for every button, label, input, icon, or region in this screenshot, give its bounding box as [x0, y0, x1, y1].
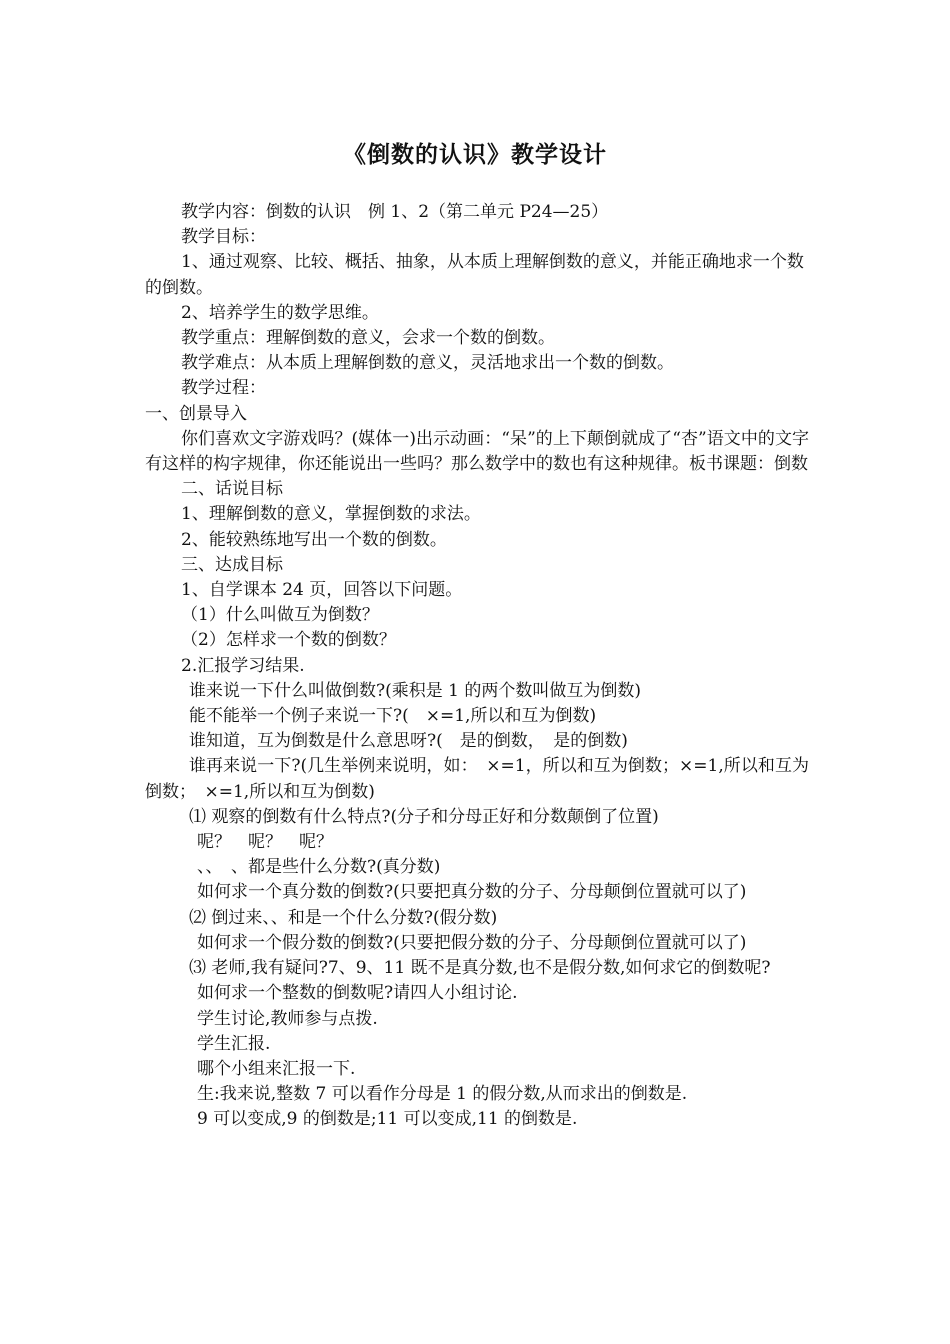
self-study-task: 1、自学课本 24 页，回答以下问题。	[181, 580, 463, 601]
dialog-line: 、、 、都是些什么分数?(真分数)	[197, 857, 441, 878]
document-title: 《倒数的认识》教学设计	[343, 141, 607, 168]
section-1-heading: 一、创景导入	[145, 403, 247, 424]
observation-2: ⑵ 倒过来、、和是一个什么分数?(假分数)	[189, 907, 498, 928]
objective-2: 2、能较熟练地写出一个数的倒数。	[181, 529, 447, 550]
teaching-key-point: 教学重点：理解倒数的意义，会求一个数的倒数。	[181, 328, 555, 349]
dialog-line: 哪个小组来汇报一下.	[197, 1058, 356, 1079]
question-1: （1）什么叫做互为倒数？	[181, 605, 379, 626]
goal-2-paragraph: 2、培养学生的数学思维。	[181, 302, 379, 323]
dialog-paragraph: 如何求一个假分数的倒数?(只要把假分数的分子、分母颠倒位置就可以了)	[197, 932, 747, 953]
teaching-process-heading: 教学过程：	[181, 378, 266, 399]
dialog-line: 能不能举一个例子来说一下?( ×=1,所以和互为倒数)	[189, 706, 597, 727]
dialog-line: 生:我来说,整数 7 可以看作分母是 1 的假分数,从而求出的倒数是.	[197, 1084, 688, 1105]
dialog-line: 如何求一个整数的倒数呢?请四人小组讨论.	[197, 983, 518, 1004]
dialog-line: 学生讨论,教师参与点拨.	[197, 1008, 378, 1029]
dialog-line: 谁来说一下什么叫做倒数?(乘积是 1 的两个数叫做互为倒数)	[189, 680, 642, 701]
goal-1-paragraph: 1、通过观察、比较、概括、抽象，从本质上理解倒数的意义，并能正确地求一个数的倒数。	[145, 252, 804, 298]
teaching-content-line: 教学内容：倒数的认识 例 1、2（第二单元 P24—25）	[181, 202, 609, 222]
document-body	[145, 200, 809, 1133]
dialog-line: 呢？ 呢？ 呢？	[197, 832, 333, 853]
dialog-paragraph: 谁再来说一下?(几生举例来说明，如： ×=1，所以和互为倒数；×=1,所以和互为倒数； ×=1,所以和互为倒数)	[145, 756, 809, 802]
observation-1: ⑴ 观察的倒数有什么特点?(分子和分母正好和分数颠倒了位置)	[189, 806, 659, 827]
objective-1: 1、理解倒数的意义，掌握倒数的求法。	[181, 504, 481, 525]
dialog-line: 学生汇报.	[197, 1033, 271, 1054]
intro-paragraph: 你们喜欢文字游戏吗？(媒体一)出示动画：“呆”的上下颠倒就成了“杏”语文中的文字有这样的构字规律，你还能说出一些吗？那么数学中的数也有这种规律。板书课题：倒数	[145, 428, 809, 475]
teaching-goals-heading: 教学目标：	[181, 227, 266, 248]
question-2: （2）怎样求一个数的倒数？	[181, 630, 396, 651]
dialog-paragraph: 如何求一个真分数的倒数?(只要把真分数的分子、分母颠倒位置就可以了)	[197, 882, 747, 903]
section-3-heading: 三、达成目标	[181, 554, 283, 575]
observation-3: ⑶ 老师,我有疑问?7、9、11 既不是真分数,也不是假分数,如何求它的倒数呢?	[189, 958, 771, 979]
report-heading: 2.汇报学习结果.	[181, 655, 305, 676]
dialog-line: 9 可以变成,9 的倒数是;11 可以变成,11 的倒数是.	[197, 1109, 578, 1130]
section-2-heading: 二、话说目标	[181, 479, 283, 500]
dialog-line: 谁知道，互为倒数是什么意思呀?( 是的倒数， 是的倒数)	[189, 731, 628, 752]
teaching-difficulty: 教学难点：从本质上理解倒数的意义，灵活地求出一个数的倒数。	[181, 353, 674, 374]
